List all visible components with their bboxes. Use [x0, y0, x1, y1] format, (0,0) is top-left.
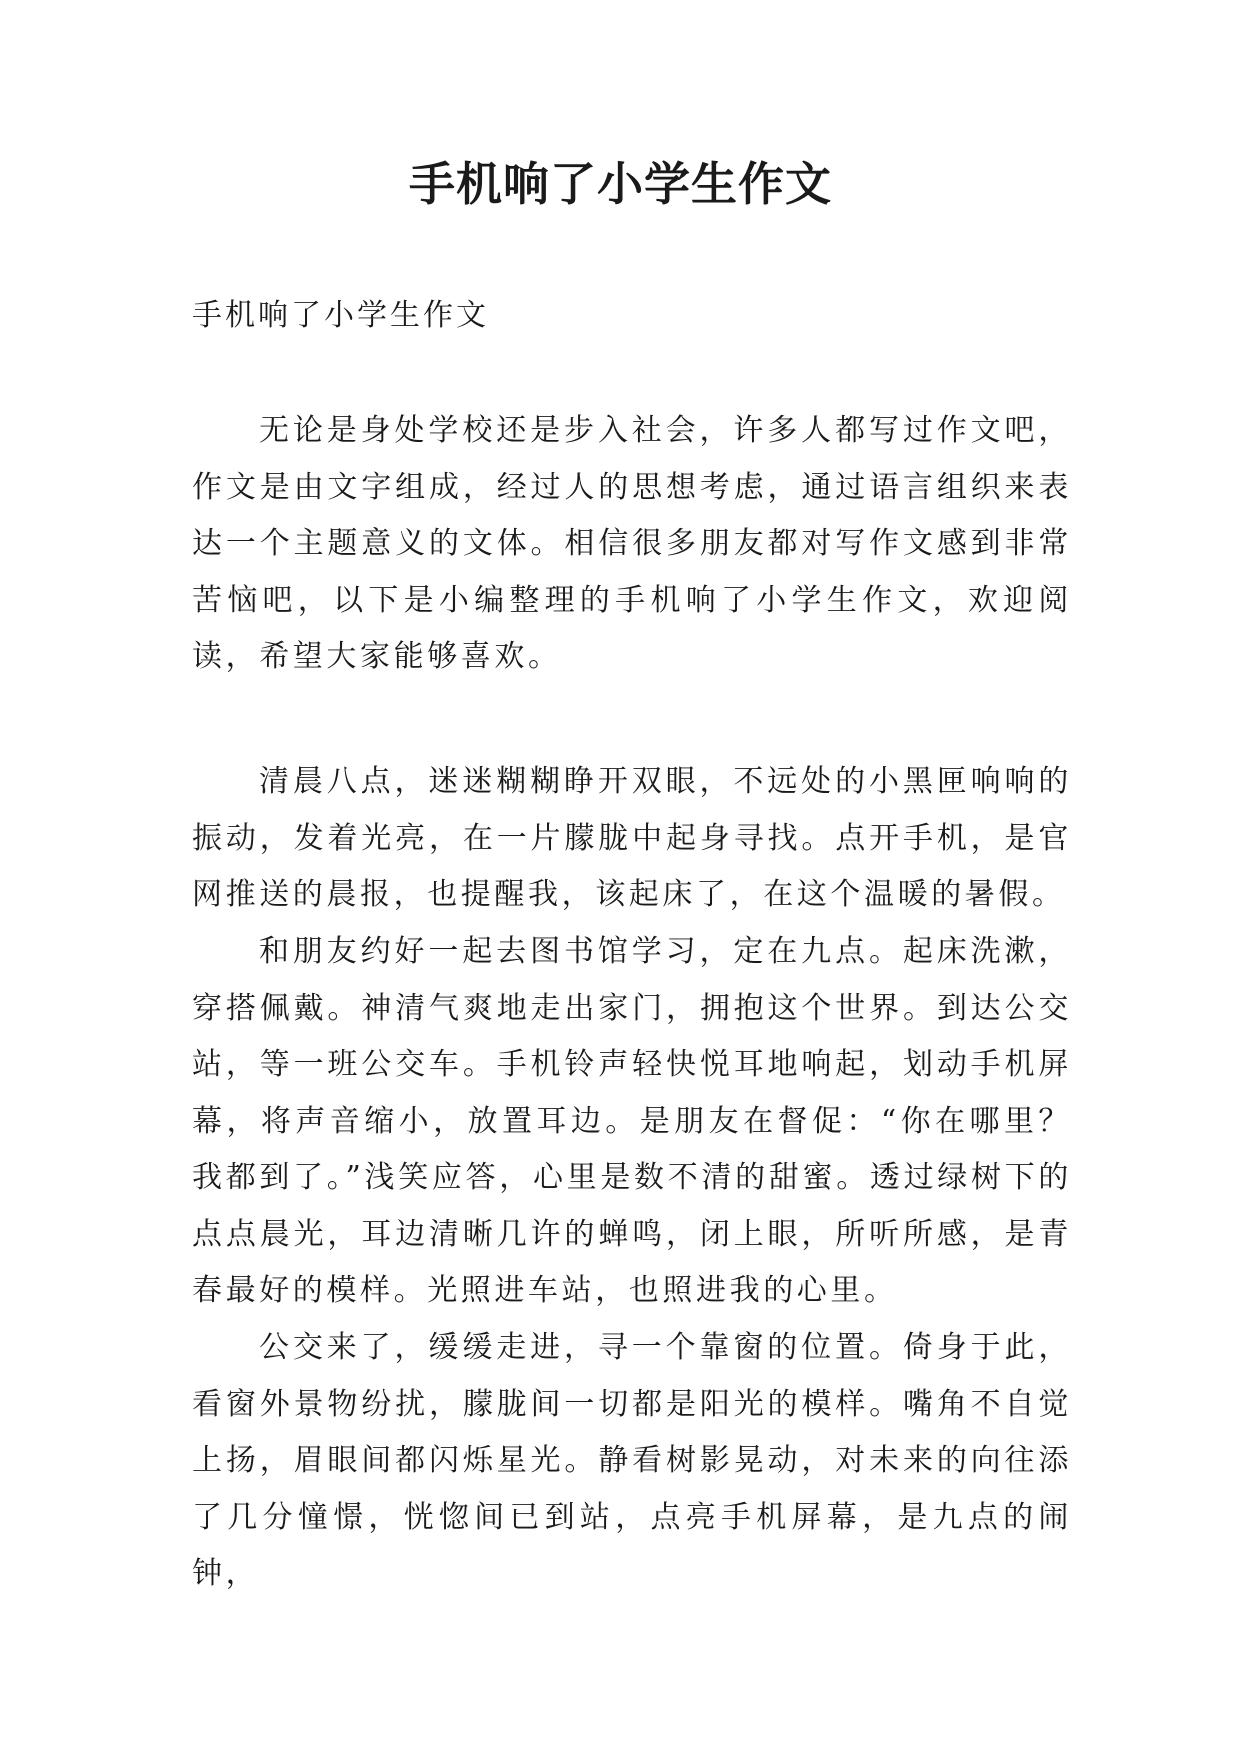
intro-paragraph: 无论是身处学校还是步入社会，许多人都写过作文吧，作文是由文字组成，经过人的思想考虑，通过语言组织来表达一个主题意义的文体。相信很多朋友都对写作文感到非常苦恼吧，以下是小编整理的手机响了小学生作文，欢迎阅读，希望大家能够喜欢。	[192, 413, 1072, 674]
body-paragraph-morning: 清晨八点，迷迷糊糊睁开双眼，不远处的小黑匣响响的振动，发着光亮，在一片朦胧中起身寻找。点开手机，是官网推送的晨报，也提醒我，该起床了，在这个温暖的暑假。	[192, 764, 1072, 912]
document-subtitle: 手机响了小学生作文	[192, 298, 489, 333]
body-paragraph-bus-stop: 和朋友约好一起去图书馆学习，定在九点。起床洗漱，穿搭佩戴。神清气爽地走出家门，拥抱这个世界。到达公交站，等一班公交车。手机铃声轻快悦耳地响起，划动手机屏幕，将声音缩小，放置耳边。是朋友在督促：“你在哪里？我都到了。”浅笑应答，心里是数不清的甜蜜。透过绿树下的点点晨光，耳边清晰几许的蝉鸣，闭上眼，所听所感，是青春最好的模样。光照进车站，也照进我的心里。	[192, 934, 1072, 1308]
body-paragraph-bus-ride: 公交来了，缓缓走进，寻一个靠窗的位置。倚身于此，看窗外景物纷扰，朦胧间一切都是阳光的模样。嘴角不自觉上扬，眉眼间都闪烁星光。静看树影晃动，对未来的向往添了几分憧憬，恍惚间已到站，点亮手机屏幕，是九点的闹钟，	[192, 1330, 1072, 1591]
document-title: 手机响了小学生作文	[409, 157, 832, 211]
